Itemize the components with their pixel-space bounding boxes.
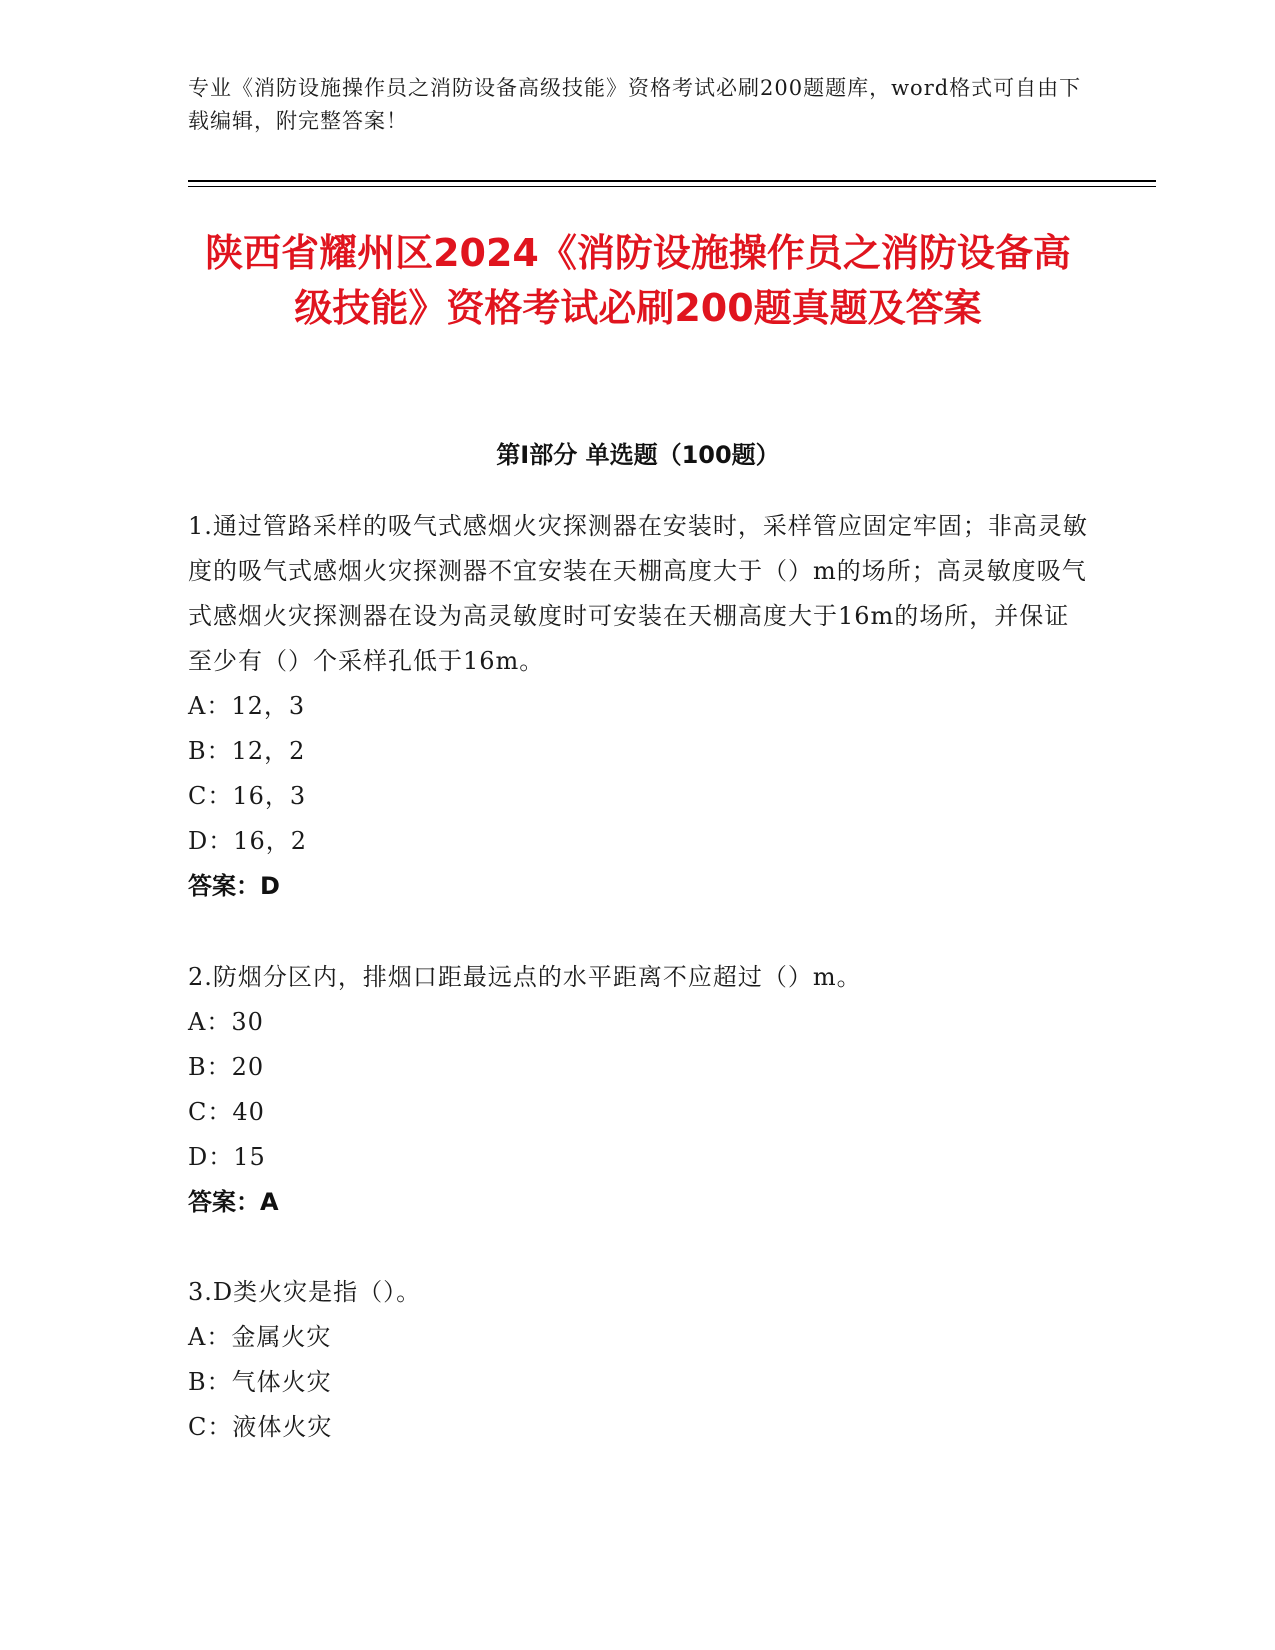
question-1: [188, 504, 1088, 909]
option-b: B：气体火灾: [188, 1368, 332, 1396]
question-3: [188, 1270, 1088, 1450]
option-d: D：16，2: [188, 827, 308, 855]
option-b: B：20: [188, 1053, 265, 1081]
question-stem: 2.防烟分区内，排烟口距最远点的水平距离不应超过（）m。: [188, 963, 862, 991]
option-d: D：15: [188, 1143, 266, 1171]
header-rule-thin: [188, 186, 1156, 187]
header-note: 专业《消防设施操作员之消防设备高级技能》资格考试必刷200题题库，word格式可自由下载编辑，附完整答案！: [188, 76, 1082, 133]
option-a: A：金属火灾: [188, 1323, 332, 1351]
option-b: B：12，2: [188, 737, 306, 765]
option-c: C：16，3: [188, 782, 307, 810]
option-c: C：液体火灾: [188, 1413, 333, 1441]
option-c: C：40: [188, 1098, 265, 1126]
question-stem: 1.通过管路采样的吸气式感烟火灾探测器在安装时，采样管应固定牢固；非高灵敏度的吸气式感烟火灾探测器不宜安装在天棚高度大于（）m的场所；高灵敏度吸气式感烟火灾探测器在设为高灵敏度时可安装在天棚高度大于16m的场所，并保证至少有（）个采样孔低于16m。: [188, 512, 1088, 675]
answer: 答案：D: [188, 872, 280, 900]
option-a: A：12，3: [188, 692, 306, 720]
header-rule-thick: [188, 180, 1156, 182]
document-title: 陕西省耀州区2024《消防设施操作员之消防设备高级技能》资格考试必刷200题真题及答案: [205, 231, 1071, 330]
question-stem: 3.D类火灾是指（）。: [188, 1278, 422, 1306]
option-a: A：30: [188, 1008, 264, 1036]
question-2: [188, 955, 1088, 1225]
section-heading: 第Ⅰ部分 单选题（100题）: [496, 441, 780, 469]
answer: 答案：A: [188, 1188, 279, 1216]
